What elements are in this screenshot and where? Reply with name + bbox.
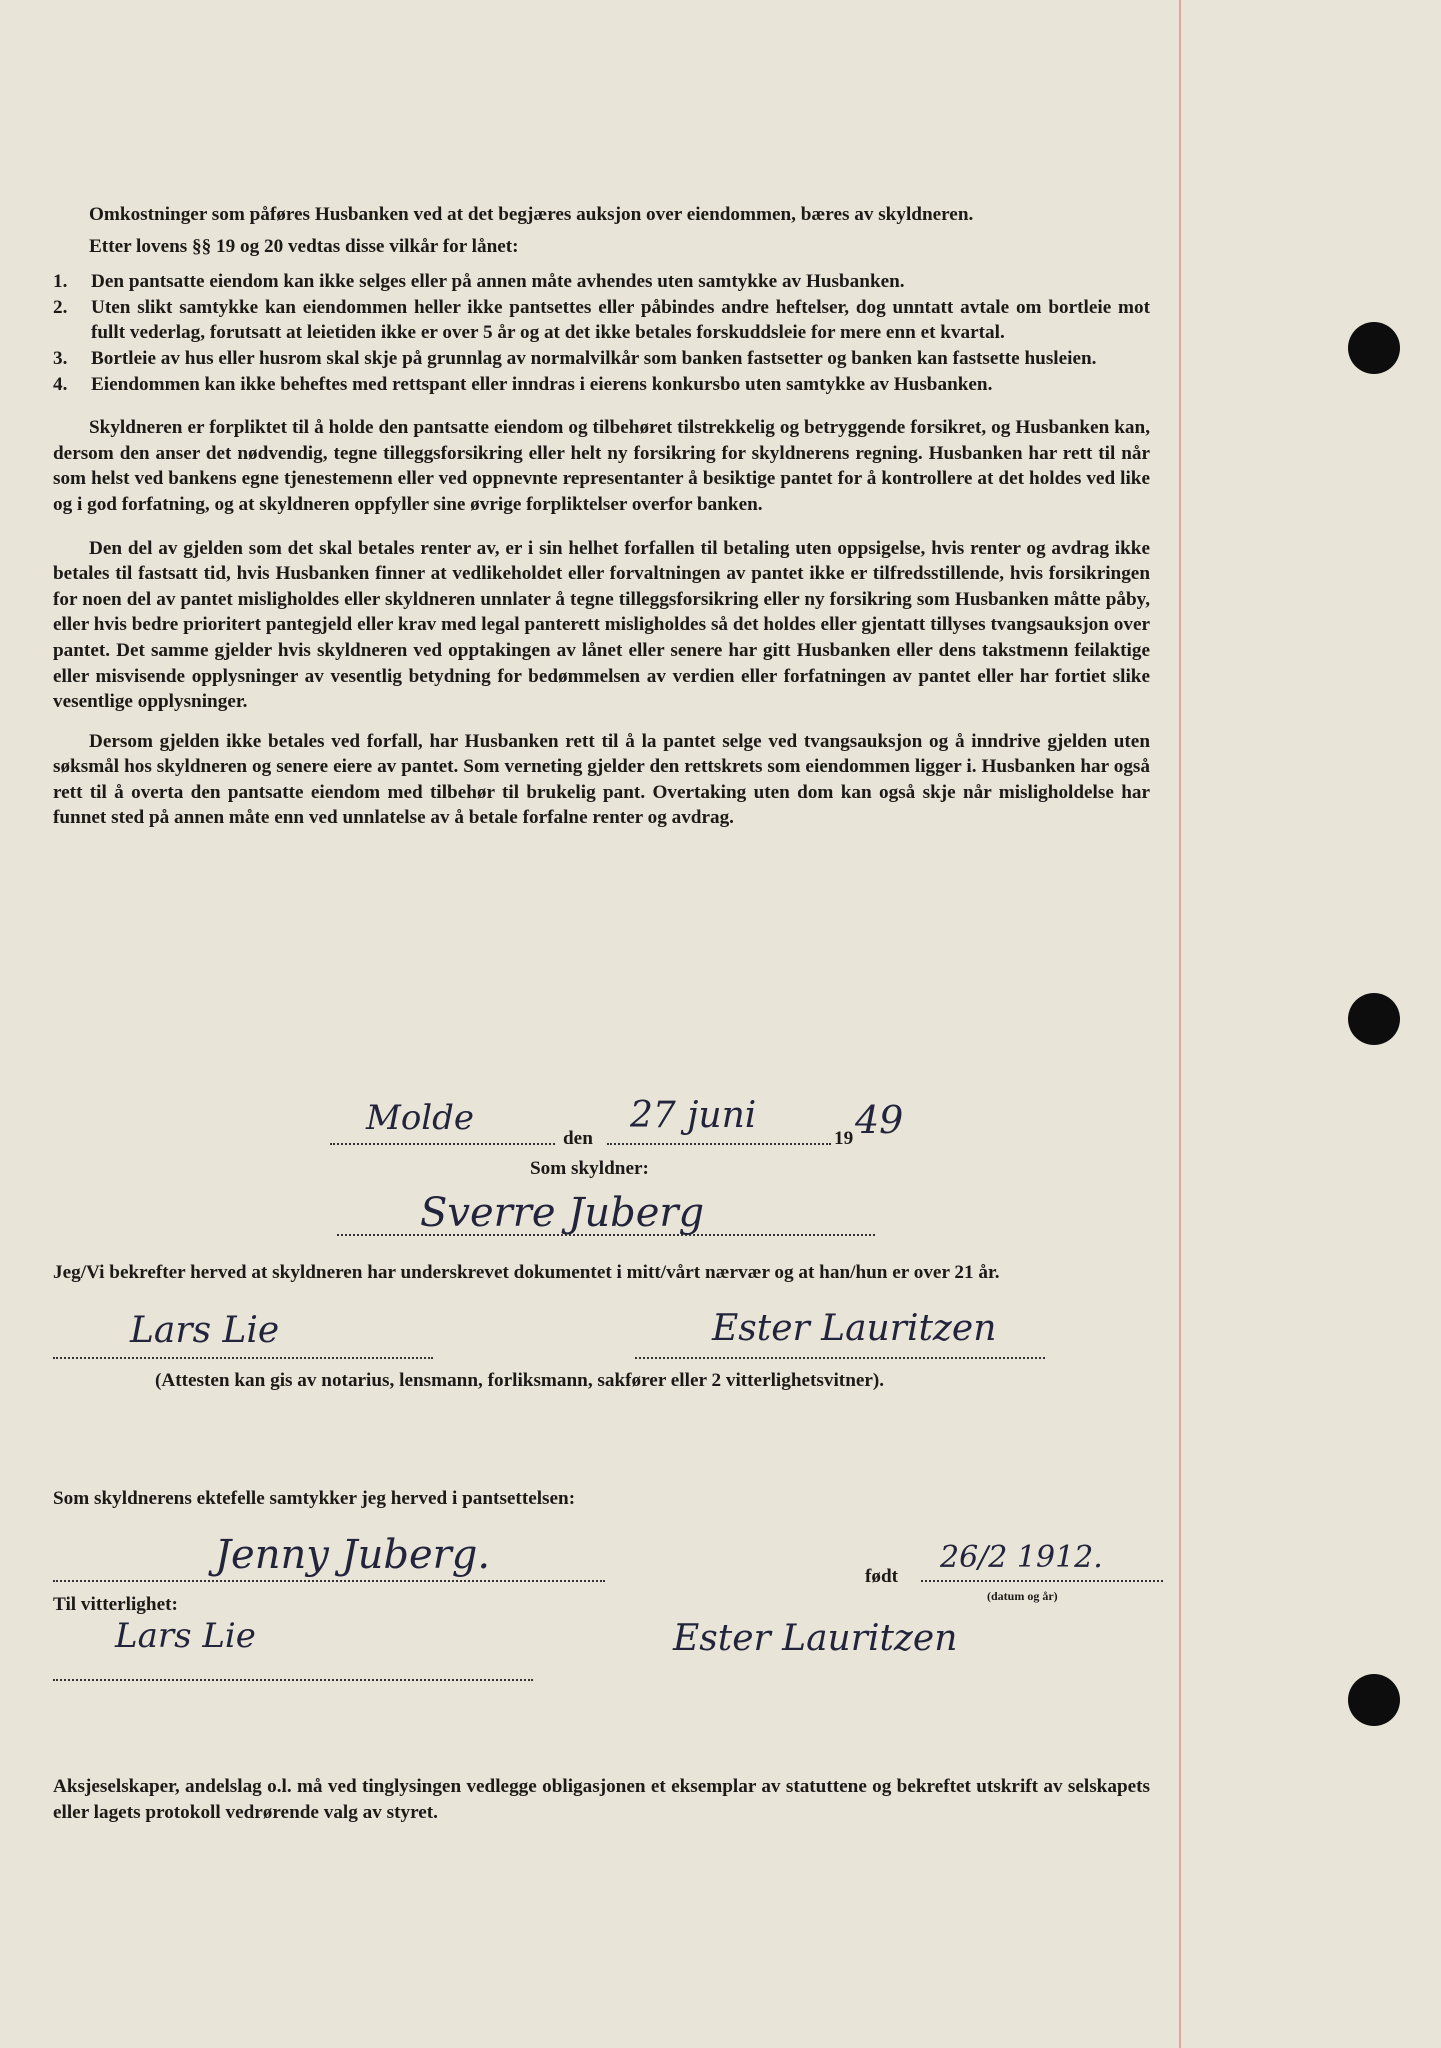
punch-hole	[1348, 993, 1400, 1045]
list-item: 2. Uten slikt samtykke kan eiendommen heller ikke pantsettes eller påbindes andre heftelser, dog unntatt avtale om bortleie mot fullt vederlag, forutsatt at leietiden ikke er over 5 år og at det ikke betales forskuddsleie for mere enn et kvartal.	[53, 296, 1150, 344]
spouse-witness-left-signature: Lars Lie	[115, 1616, 256, 1656]
born-line	[921, 1580, 1163, 1582]
date-handwritten: 27 juni	[630, 1095, 757, 1136]
year-handwritten: 49	[855, 1098, 904, 1142]
spouse-witness-right-signature: Ester Lauritzen	[673, 1618, 958, 1659]
punch-hole	[1348, 322, 1400, 374]
paragraph-costs: Omkostninger som påføres Husbanken ved at det begjæres auksjon over eiendommen, bæres av skyldneren.	[89, 204, 974, 225]
punch-hole	[1348, 1674, 1400, 1726]
witness-left-line	[53, 1357, 433, 1359]
witness-statement: Jeg/Vi bekrefter herved at skyldneren har underskrevet dokumentet i mitt/vårt nærvær og at han/hun er over 21 år.	[53, 1262, 1000, 1283]
debtor-label: Som skyldner:	[530, 1158, 649, 1179]
list-item: 3. Bortleie av hus eller husrom skal skje på grunnlag av normalvilkår som banken fastsetter og banken kan fastsette husleien.	[53, 347, 1097, 369]
margin-line	[1179, 0, 1181, 2048]
terms-text	[53, 202, 1150, 831]
spouse-signature-line	[53, 1580, 605, 1582]
born-label: født	[865, 1566, 899, 1587]
paragraph-default: Den del av gjelden som det skal betales renter av, er i sin helhet forfallen til betaling uten oppsigelse, hvis renter og avdrag ikke betales til fastsatt tid, hvis Husbanken finner at vedlikeholdet eller forvaltningen av pantet ikke er tilfredsstillende, hvis forsikringen for noen del av pantet misligholdes eller skyldneren unnlater å tegne tilleggsforsikring eller ny forsikring som Husbanken måtte påby, eller hvis bedre prioritert pantegjeld eller krav med legal panterett misligholdes så det holdes eller gjentatt tillyses tvangsauksjon over pantet. Det samme gjelder hvis skyldneren ved opptakingen av lånet eller senere har gitt Husbanken eller dens takstmenn feilaktige eller misvisende opplysninger av vesentlig betydning for bedømmelsen av verdien eller forfatningen av pantet eller har fortiet slike vesentlige opplysninger.	[53, 537, 1150, 713]
list-item: 4. Eiendommen kan ikke beheftes med rettspant eller inndras i eierens konkursbo uten samtykke av Husbanken.	[53, 373, 993, 395]
born-note: (datum og år)	[987, 1589, 1058, 1603]
spouse-consent: Som skyldnerens ektefelle samtykker jeg herved i pantsettelsen:	[53, 1488, 576, 1509]
place-line	[330, 1143, 555, 1145]
spouse-witness-left-line	[53, 1679, 533, 1681]
conditions-list	[53, 269, 1150, 397]
attestation-note: (Attesten kan gis av notarius, lensmann, forliksmann, sakfører eller 2 vitterlighetsvitner).	[155, 1370, 885, 1391]
witness-right-signature: Ester Lauritzen	[712, 1308, 997, 1349]
witness-right-line	[635, 1357, 1045, 1359]
witness-label: Til vitterlighet:	[53, 1594, 178, 1615]
born-handwritten: 26/2 1912.	[940, 1540, 1103, 1575]
date-line	[607, 1143, 831, 1145]
list-item: 1. Den pantsatte eiendom kan ikke selges eller på annen måte avhendes uten samtykke av Husbanken.	[53, 271, 905, 293]
footer-note: Aksjeselskaper, andelslag o.l. må ved tinglysingen vedlegge obligasjonen et eksemplar av statuttene og bekreftet utskrift av selskapets eller lagets protokoll vedrørende valg av styret.	[53, 1776, 1150, 1823]
paragraph-conditions-intro: Etter lovens §§ 19 og 20 vedtas disse vilkår for lånet:	[89, 235, 519, 257]
spouse-signature: Jenny Juberg.	[215, 1532, 491, 1578]
debtor-signature: Sverre Juberg	[420, 1190, 705, 1236]
paragraph-insurance: Skyldneren er forpliktet til å holde den pantsatte eiendom og tilbehøret tilstrekkelig og betryggende forsikret, og Husbanken kan, dersom den anser det nødvendig, tegne tilleggsforsikring eller helt ny forsikring for skyldnerens regning. Husbanken har rett til når som helst ved bankens egne tjenestemenn eller ved oppnevnte representanter å besiktige pantet for å kontrollere at det holdes ved like og i god forfatning, og at skyldneren oppfyller sine øvrige forpliktelser overfor banken.	[53, 417, 1150, 515]
den-label: den	[563, 1128, 593, 1149]
place-handwritten: Molde	[366, 1098, 475, 1138]
witness-left-signature: Lars Lie	[130, 1310, 280, 1351]
year-prefix: 19	[834, 1128, 854, 1149]
paragraph-enforcement: Dersom gjelden ikke betales ved forfall, har Husbanken rett til å la pantet selge ved tvangsauksjon og å inndrive gjelden uten søksmål hos skyldneren og senere eiere av pantet. Som verneting gjelder den rettskrets som eiendommen ligger i. Husbanken har også rett til å overta den pantsatte eiendom med tilbehør til brukelig pant. Overtaking uten dom kan også skje når misligholdelse har funnet sted på annen måte enn ved unnlatelse av å betale forfalne renter og avdrag.	[53, 730, 1150, 829]
